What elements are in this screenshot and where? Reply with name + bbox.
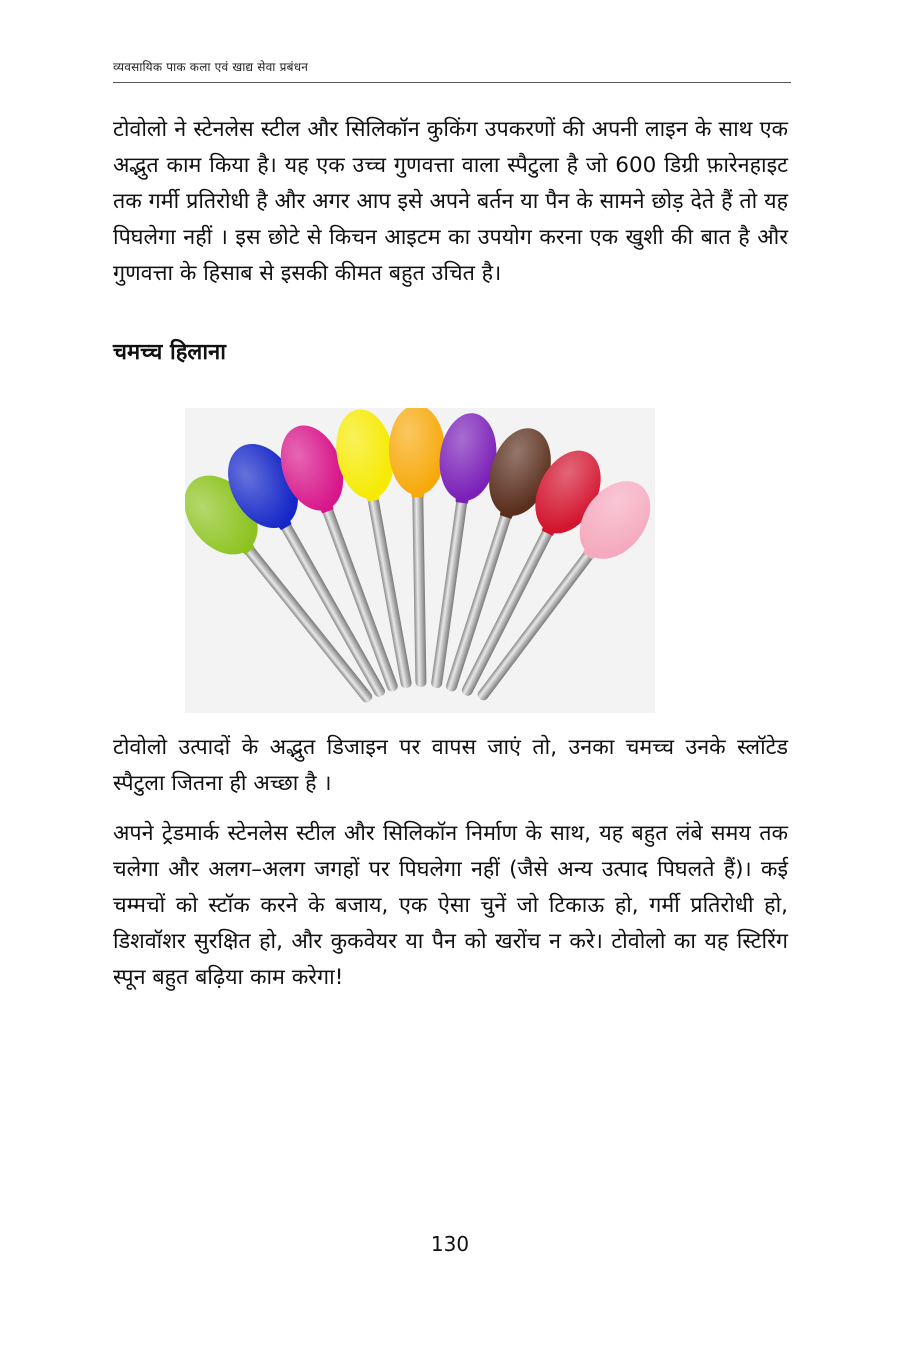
page-number: 130 [430, 1232, 470, 1256]
closing-paragraph: अपने ट्रेडमार्क स्टेनलेस स्टील और सिलिकॉन निर्माण के साथ, यह बहुत लंबे समय तक चलेगा और अलग–अलग जगहों पर पिघलेगा नहीं (जैसे अन्य उत्पाद पिघलते हैं)। कई चम्मचों को स्टॉक करने के बजाय, एक ऐसा चुनें जो टिकाऊ हो, गर्मी प्रतिरोधी हो, डिशवॉशर सुरक्षित हो, और कुकवेयर या पैन को खरोंच न करे। टोवोलो का यह स्टिरिंग स्पून बहुत बढ़िया काम करेगा! [113, 821, 788, 990]
stirring-spoons-photo [185, 408, 655, 713]
running-header: व्यवसायिक पाक कला एवं खाद्य सेवा प्रबंधन [113, 60, 309, 74]
spoons-illustration [185, 408, 655, 713]
after-image-paragraph: टोवोलो उत्पादों के अद्भुत डिजाइन पर वापस जाएं तो, उनका चमच्च उनके स्लॉटेड स्पैटुला जितना ही अच्छा है । [113, 735, 788, 796]
section-heading: चमच्च हिलाना [113, 340, 226, 365]
header-rule [113, 82, 791, 83]
intro-paragraph: टोवोलो ने स्टेनलेस स्टील और सिलिकॉन कुकिंग उपकरणों की अपनी लाइन के साथ एक अद्भुत काम किया है। यह एक उच्च गुणवत्ता वाला स्पैटुला है जो 600 डिग्री फ़ारेनहाइट तक गर्मी प्रतिरोधी है और अगर आप इसे अपने बर्तन या पैन के सामने छोड़ देते हैं तो यह पिघलेगा नहीं । इस छोटे से किचन आइटम का उपयोग करना एक खुशी की बात है और गुणवत्ता के हिसाब से इसकी कीमत बहुत उचित है। [113, 117, 788, 286]
